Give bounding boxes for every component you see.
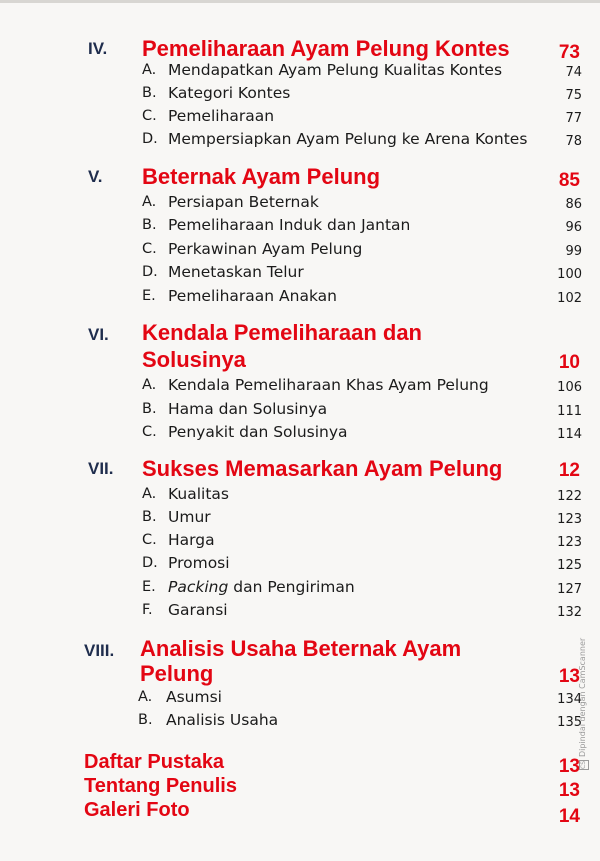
chapter-page-number: 13 — [558, 666, 580, 687]
chapter-title: Pemeliharaan Ayam Pelung Kontes — [142, 36, 510, 61]
chapter-iv — [0, 36, 600, 156]
entry-title: Persiapan Beternak — [168, 193, 319, 211]
entry-letter: A. — [138, 689, 153, 705]
toc-entry — [0, 422, 600, 444]
chapter-number: VI. — [88, 325, 109, 344]
entry-letter: B. — [142, 401, 157, 417]
entry-title — [168, 577, 355, 597]
entry-title: Umur — [168, 508, 211, 526]
entry-title: Garansi — [168, 601, 228, 619]
entry-letter: F. — [142, 602, 153, 618]
chapter-number: IV. — [88, 39, 108, 58]
entry-page-number: 102 — [557, 291, 582, 306]
entry-page-number: 125 — [557, 558, 582, 573]
entry-page-number: 106 — [557, 380, 582, 395]
entry-title: Kualitas — [168, 485, 229, 503]
entry-letter: E. — [142, 288, 156, 304]
entry-letter: B. — [142, 509, 157, 525]
entry-title-italic: Packing — [168, 578, 229, 596]
entry-letter: D. — [142, 555, 158, 571]
end-matter-title: Daftar Pustaka — [84, 751, 225, 773]
toc-entry — [0, 375, 600, 397]
entry-page-number: 74 — [565, 65, 582, 80]
toc-entry — [0, 262, 600, 284]
entry-letter: A. — [142, 62, 157, 78]
entry-title: Pemeliharaan Anakan — [168, 287, 337, 305]
chapter-number: VII. — [88, 459, 114, 478]
entry-title: Hama dan Solusinya — [168, 400, 328, 418]
entry-title: Pemeliharaan — [168, 107, 275, 125]
chapter-page-number: 73 — [558, 42, 580, 63]
entry-title: Harga — [168, 531, 215, 549]
toc-entry — [0, 553, 600, 575]
chapter-title-line-2: Solusinya — [142, 347, 246, 372]
entry-page-number: 100 — [557, 267, 582, 282]
entry-letter: C. — [142, 241, 157, 257]
chapter-title-line-1: Analisis Usaha Beternak Ayam — [140, 636, 462, 661]
entry-page-number: 132 — [557, 605, 582, 620]
entry-page-number: 122 — [557, 489, 582, 504]
chapter-page-number: 10 — [558, 352, 580, 373]
entry-letter: A. — [142, 377, 157, 393]
toc-entry — [0, 60, 600, 82]
entry-title: Kategori Kontes — [168, 84, 291, 102]
entry-title-rest: dan Pengiriman — [228, 578, 355, 596]
entry-title: Pemeliharaan Induk dan Jantan — [168, 216, 411, 234]
toc-end-tentang-penulis — [0, 774, 600, 800]
toc-entry — [0, 710, 600, 732]
toc-end-daftar-pustaka — [0, 750, 600, 776]
chapter-viii — [0, 636, 600, 736]
entry-title: Perkawinan Ayam Pelung — [168, 240, 363, 258]
chapter-title-line-1: Kendala Pemeliharaan dan — [142, 320, 422, 345]
chapter-page-number: 85 — [558, 170, 580, 191]
entry-page-number: 75 — [565, 88, 582, 103]
entry-letter: B. — [142, 85, 157, 101]
entry-letter: B. — [142, 217, 157, 233]
toc-entry — [0, 215, 600, 237]
entry-letter: A. — [142, 194, 157, 210]
entry-letter: C. — [142, 424, 157, 440]
toc-entry — [0, 106, 600, 128]
toc-end-galeri-foto — [0, 798, 600, 827]
toc-entry — [0, 192, 600, 214]
entry-letter: E. — [142, 579, 156, 595]
end-matter-page-number: 13 — [558, 780, 580, 801]
entry-letter: D. — [142, 131, 158, 147]
entry-title: Asumsi — [166, 688, 222, 706]
camscanner-icon: CS — [580, 761, 587, 769]
chapter-number: VIII. — [84, 641, 115, 660]
end-matter-page-number: 13 — [558, 756, 580, 777]
entry-title: Penyakit dan Solusinya — [168, 423, 348, 441]
entry-page-number: 127 — [557, 582, 582, 597]
entry-letter: C. — [142, 108, 157, 124]
chapter-v — [0, 164, 600, 310]
entry-page-number: 123 — [557, 535, 582, 550]
entry-title: Menetaskan Telur — [168, 263, 304, 281]
entry-title: Mendapatkan Ayam Pelung Kualitas Kontes — [168, 61, 503, 79]
toc-entry — [0, 600, 600, 622]
entry-title: Promosi — [168, 554, 230, 572]
entry-page-number: 96 — [565, 220, 582, 235]
entry-page-number: 86 — [565, 197, 582, 212]
chapter-title: Beternak Ayam Pelung — [142, 164, 381, 189]
entry-title: Mempersiapkan Ayam Pelung ke Arena Kontes — [168, 130, 528, 148]
chapter-vii — [0, 456, 600, 626]
chapter-title: Sukses Memasarkan Ayam Pelung — [142, 456, 503, 481]
end-matter-page-number: 14 — [558, 806, 580, 827]
chapter-vi — [0, 320, 600, 446]
toc-entry — [0, 577, 600, 599]
entry-title: Kendala Pemeliharaan Khas Ayam Pelung — [168, 376, 489, 394]
entry-page-number: 78 — [565, 134, 582, 149]
entry-letter: D. — [142, 264, 158, 280]
watermark-text: Dipindai dengan CamScanner — [578, 637, 587, 757]
toc-entry — [0, 286, 600, 308]
toc-entry — [0, 239, 600, 261]
scanner-watermark — [578, 638, 589, 770]
entry-letter: B. — [138, 712, 153, 728]
toc-entry — [0, 507, 600, 529]
toc-entry — [0, 687, 600, 709]
toc-entry — [0, 484, 600, 506]
entry-page-number: 111 — [557, 404, 582, 419]
entry-page-number: 135 — [557, 715, 582, 730]
chapter-page-number: 12 — [558, 460, 580, 481]
end-matter-title: Galeri Foto — [84, 799, 190, 821]
entry-page-number: 134 — [557, 692, 582, 707]
toc-entry — [0, 530, 600, 552]
toc-entry — [0, 399, 600, 421]
entry-letter: A. — [142, 486, 157, 502]
toc-entry — [0, 83, 600, 105]
toc-entry — [0, 129, 600, 151]
entry-title: Analisis Usaha — [166, 711, 279, 729]
chapter-title-line-2: Pelung — [140, 661, 214, 686]
end-matter-title: Tentang Penulis — [84, 775, 237, 797]
entry-page-number: 123 — [557, 512, 582, 527]
entry-page-number: 114 — [557, 427, 582, 442]
entry-page-number: 99 — [565, 244, 582, 259]
entry-page-number: 77 — [565, 111, 582, 126]
chapter-number: V. — [88, 167, 103, 186]
entry-letter: C. — [142, 532, 157, 548]
